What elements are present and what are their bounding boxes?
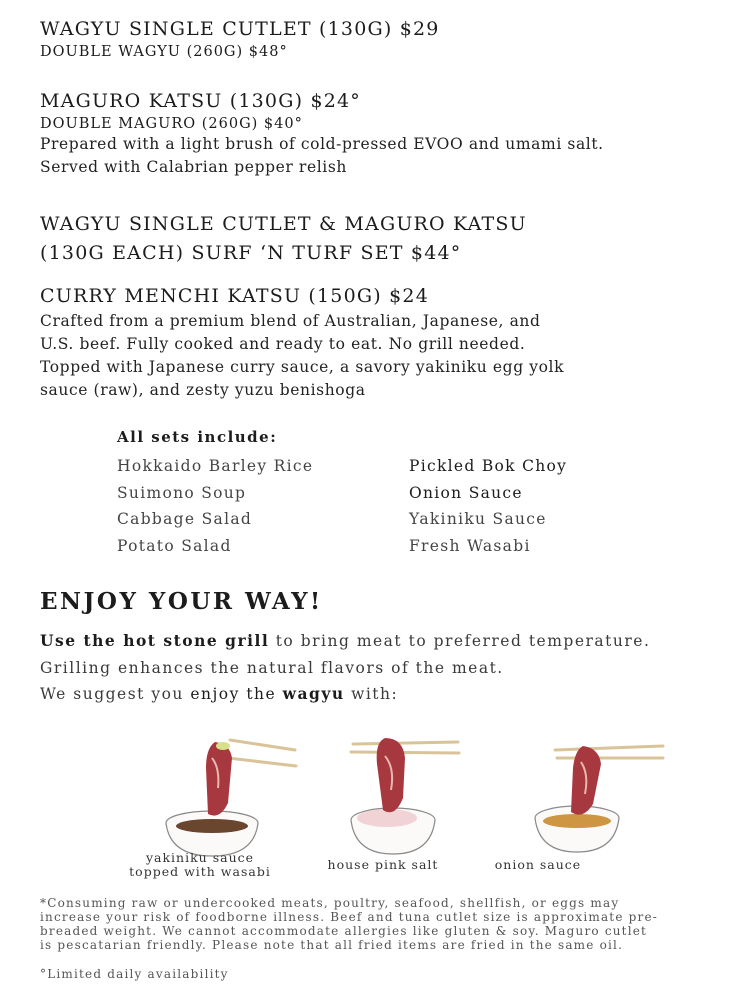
grill-emphasis: Use the hot stone grill — [40, 631, 270, 650]
item-subtitle: DOUBLE MAGURO (260G) $40° — [40, 116, 303, 132]
enjoy-line — [40, 628, 740, 655]
enjoy-instructions — [40, 628, 740, 708]
enjoy-text: enjoy the — [190, 685, 283, 703]
chopstick — [353, 742, 458, 744]
item-description: Prepared with a light brush of cold-pressed EVOO and umami salt. — [40, 135, 604, 153]
list-item: Onion Sauce — [409, 483, 523, 502]
bowl-yakiniku-icon — [120, 728, 300, 858]
chopstick — [230, 740, 295, 750]
wagyu-emphasis: wagyu — [282, 684, 345, 703]
set-includes — [117, 428, 637, 557]
list-item: Yakiniku Sauce — [409, 510, 547, 528]
enjoy-text: with: — [344, 685, 399, 703]
item-description: Crafted from a premium blend of Australian, Japanese, and — [40, 312, 541, 330]
disclaimer-line: increase your risk of foodborne illness. Beef and tuna cutlet size is approximate pre- — [40, 910, 659, 924]
caption-onion-sauce — [448, 858, 628, 872]
list-item: Potato Salad — [117, 536, 232, 555]
sauce — [176, 819, 248, 833]
chopstick — [351, 752, 459, 753]
enjoy-line — [40, 681, 740, 708]
onion-sauce — [543, 814, 611, 828]
item-description: sauce (raw), and zesty yuzu benishoga — [40, 381, 366, 399]
chopstick — [228, 758, 296, 766]
caption-line: house pink salt — [327, 857, 439, 872]
item-description: U.S. beef. Fully cooked and ready to eat. No grill needed. — [40, 335, 526, 353]
item-title: (130G EACH) SURF ‘N TURF SET $44° — [40, 242, 462, 264]
caption-pink-salt — [293, 858, 473, 872]
chopstick — [555, 746, 663, 750]
item-title: MAGURO KATSU (130G) $24° — [40, 90, 362, 112]
list-item: Pickled Bok Choy — [409, 457, 568, 475]
bowl-pink-salt-icon — [303, 728, 483, 858]
list-item: Fresh Wasabi — [409, 536, 531, 555]
caption-line: topped with wasabi — [129, 864, 271, 879]
includes-heading: All sets include: — [117, 428, 278, 446]
item-subtitle: DOUBLE WAGYU (260G) $48° — [40, 44, 288, 60]
menu-item-maguro — [40, 90, 720, 179]
enjoy-heading: ENJOY YOUR WAY! — [40, 588, 323, 615]
enjoy-text: We suggest you — [40, 685, 191, 703]
list-item: Hokkaido Barley Rice — [117, 457, 314, 475]
caption-line: yakiniku sauce — [145, 850, 255, 865]
disclaimer-line: *Consuming raw or undercooked meats, poultry, seafood, shellfish, or eggs may — [40, 896, 620, 910]
wasabi — [216, 742, 230, 750]
menu-item-curry-menchi — [40, 285, 720, 402]
disclaimer-line: breaded weight. We cannot accommodate allergies like gluten & soy. Maguro cutlet — [40, 924, 648, 938]
list-item: Cabbage Salad — [117, 510, 253, 528]
item-title: WAGYU SINGLE CUTLET & MAGURO KATSU — [40, 213, 527, 235]
allergy-disclaimer — [40, 896, 720, 952]
caption-yakiniku — [110, 851, 290, 879]
meat-slice — [377, 738, 405, 812]
menu-item-wagyu — [40, 18, 720, 60]
item-description: Topped with Japanese curry sauce, a savory yakiniku egg yolk — [40, 358, 565, 376]
bowl-onion-sauce-icon — [485, 728, 665, 858]
enjoy-text: to bring meat to preferred temperature. — [269, 632, 651, 650]
menu-item-surf-turf — [40, 210, 720, 268]
disclaimer-line: is pescatarian friendly. Please note that all fried items are fried in the same oil. — [40, 938, 624, 952]
list-item: Suimono Soup — [117, 483, 247, 502]
enjoy-line: Grilling enhances the natural flavors of the meat. — [40, 658, 504, 677]
item-description: Served with Calabrian pepper relish — [40, 158, 347, 176]
includes-list — [117, 456, 637, 557]
item-title: CURRY MENCHI KATSU (150G) $24 — [40, 285, 429, 307]
caption-line: onion sauce — [494, 857, 582, 872]
item-title: WAGYU SINGLE CUTLET (130G) $29 — [40, 18, 440, 40]
limited-availability-note: °Limited daily availability — [40, 967, 229, 981]
